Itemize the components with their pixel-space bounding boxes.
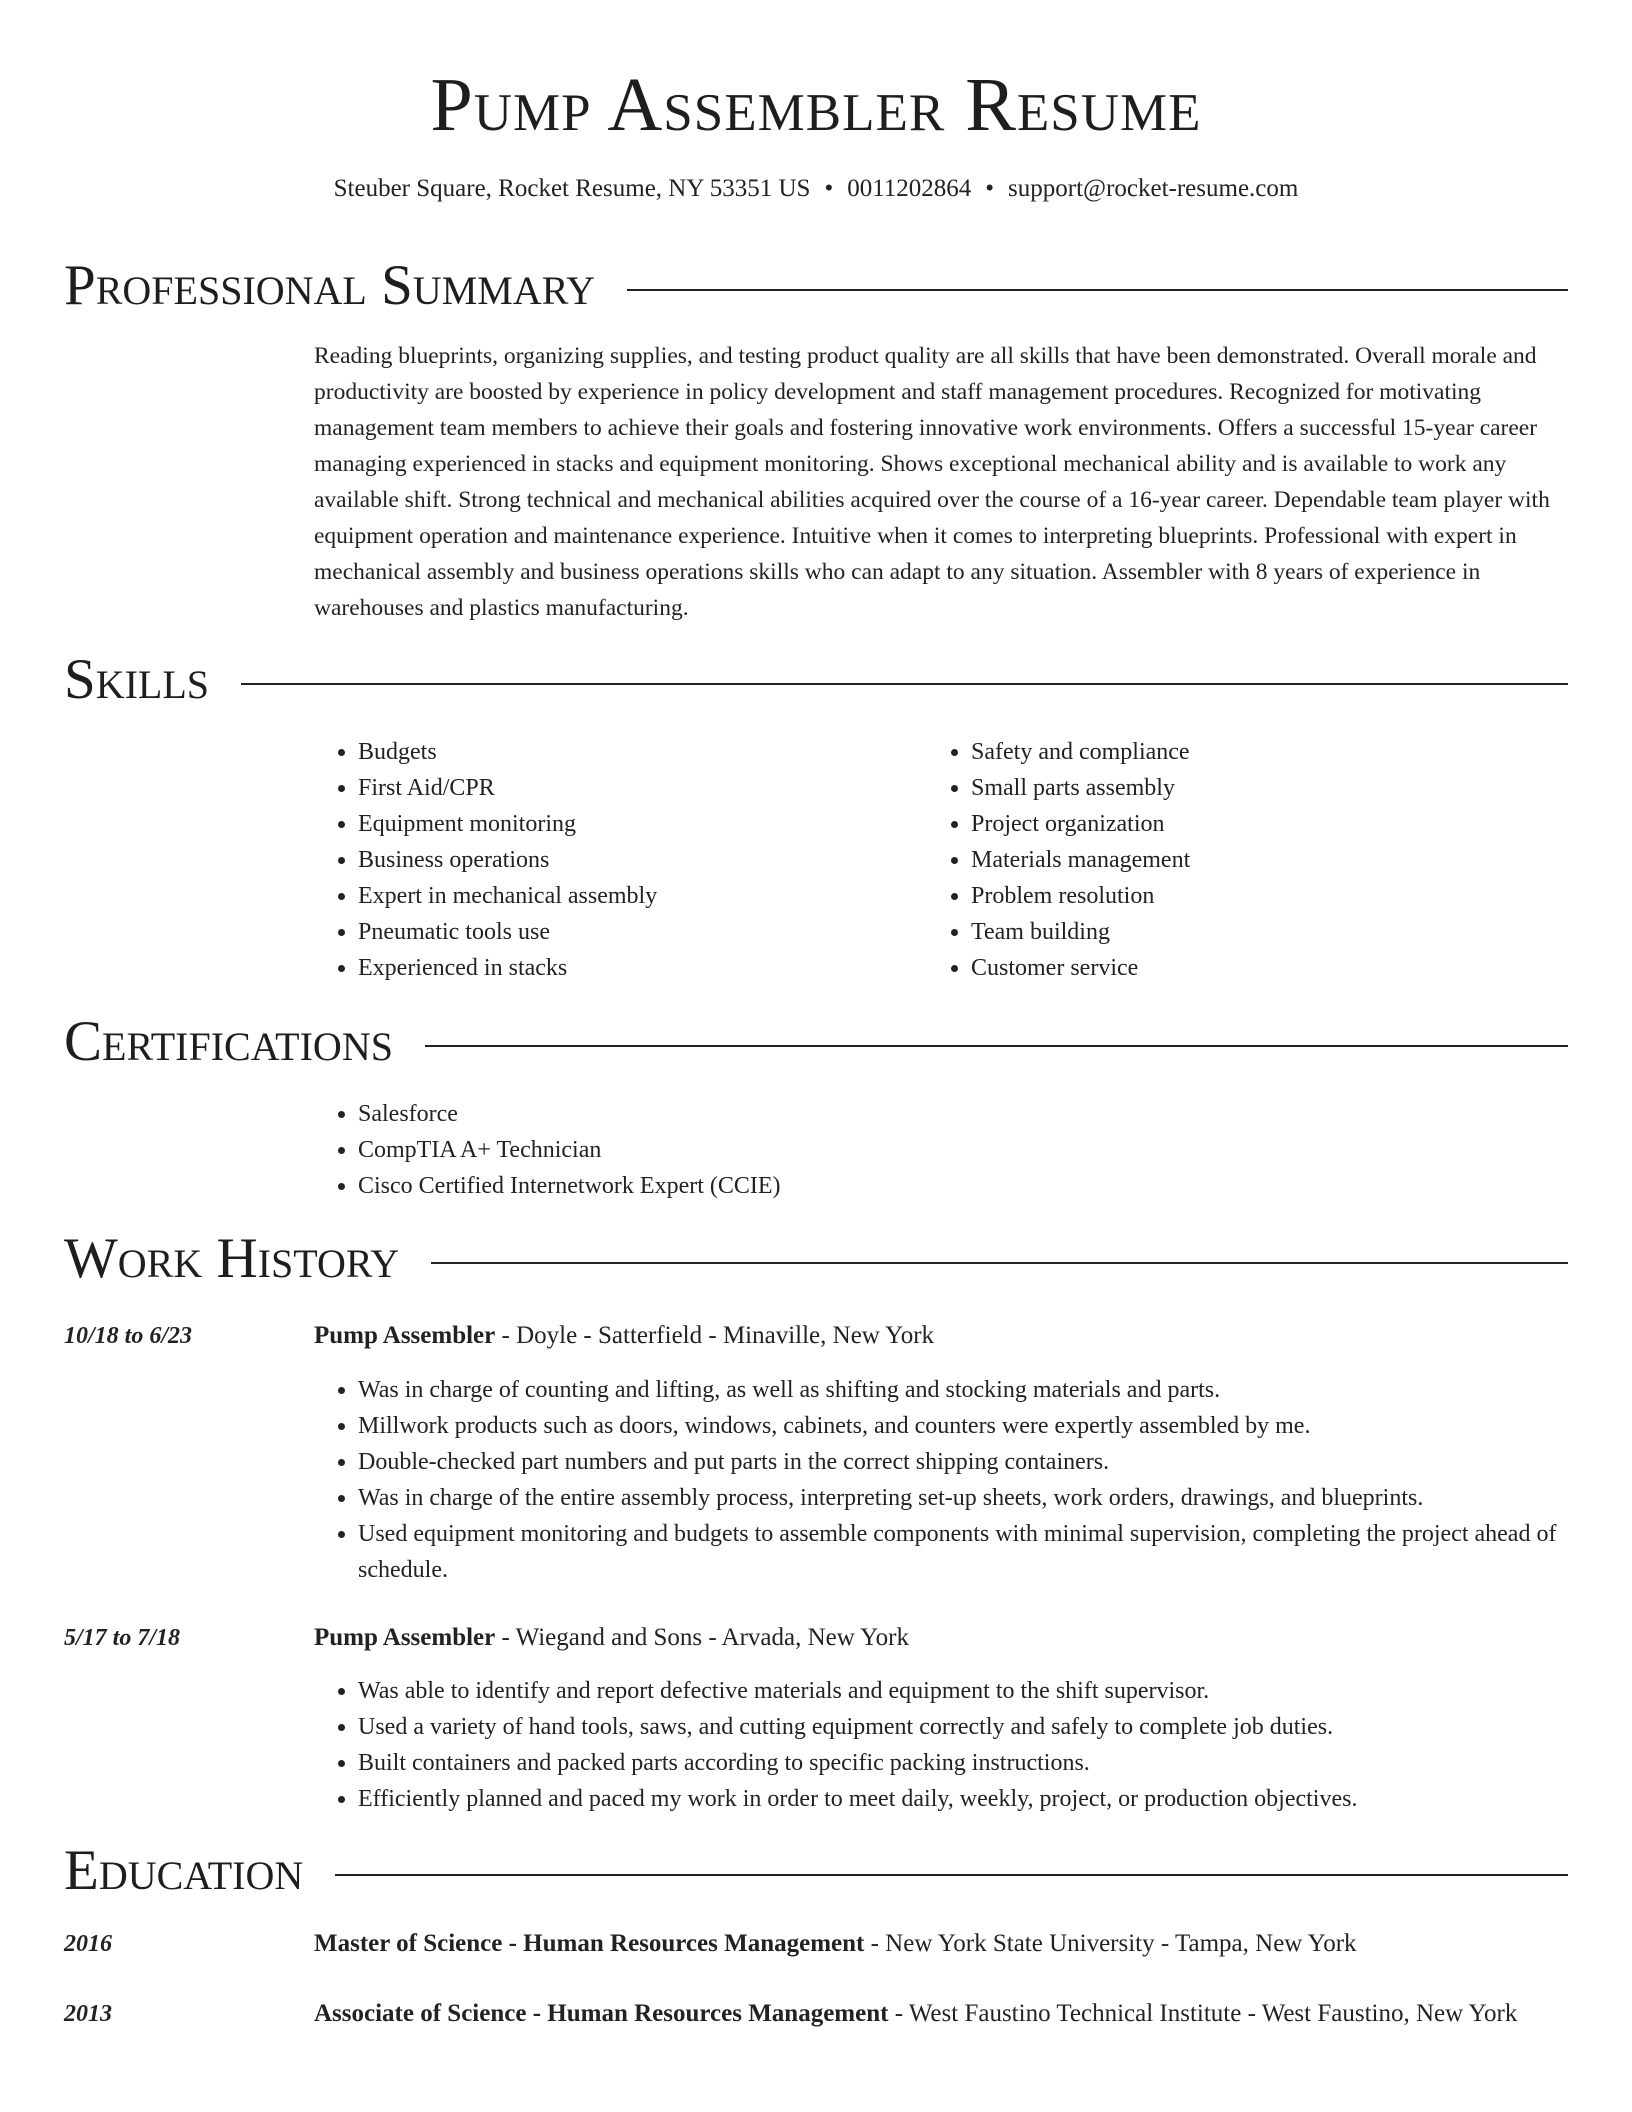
contact-separator: • bbox=[985, 175, 995, 202]
certifications-list bbox=[314, 1096, 1566, 1204]
skill-item: • Expert in mechanical assembly bbox=[358, 878, 874, 914]
job-duty: • Double-checked part numbers and put parts in the correct shipping containers. bbox=[358, 1444, 1566, 1480]
section-title-education: Education bbox=[64, 1839, 304, 1902]
certification-item: • Salesforce bbox=[358, 1096, 1566, 1132]
resume-title: Pump Assembler Resume bbox=[430, 63, 1202, 147]
job-duty: • Used a variety of hand tools, saws, and cutting equipment correctly and safely to complete job duties. bbox=[358, 1709, 1566, 1745]
section-header-work-history bbox=[64, 1227, 1568, 1291]
section-title-summary: Professional Summary bbox=[64, 254, 596, 317]
job-dates: 5/17 to 7/18 bbox=[64, 1625, 181, 1651]
skill-item: • Equipment monitoring bbox=[358, 806, 874, 842]
contact-separator: • bbox=[824, 175, 834, 202]
job-duty: • Was in charge of counting and lifting, as well as shifting and stocking materials and parts. bbox=[358, 1372, 1566, 1408]
job-company: - Doyle - Satterfield - Minaville, New York bbox=[495, 1322, 935, 1349]
skills-column-left bbox=[314, 734, 874, 986]
education-entry bbox=[314, 1994, 1566, 2034]
certification-item: • Cisco Certified Internetwork Expert (CCIE) bbox=[358, 1168, 1566, 1204]
certification-item: • CompTIA A+ Technician bbox=[358, 1132, 1566, 1168]
job-duty: • Millwork products such as doors, windows, cabinets, and counters were expertly assembled by me. bbox=[358, 1408, 1566, 1444]
education-degree: Master of Science - Human Resources Management bbox=[314, 1930, 865, 1957]
education-degree: Associate of Science - Human Resources Management bbox=[314, 2000, 889, 2027]
skill-item: • Customer service bbox=[971, 950, 1487, 986]
contact-email[interactable]: support@rocket-resume.com bbox=[1008, 175, 1299, 202]
education-year: 2016 bbox=[64, 1931, 112, 1957]
education-entry bbox=[314, 1924, 1566, 1964]
job-duty: • Was able to identify and report defective materials and equipment to the shift supervisor. bbox=[358, 1673, 1566, 1709]
contact-address: Steuber Square, Rocket Resume, NY 53351 US bbox=[333, 175, 811, 202]
section-divider bbox=[627, 289, 1568, 291]
summary-paragraph: Reading blueprints, organizing supplies, and testing product quality are all skills that have been demonstrated. Overall morale and productivity are boosted by experience in policy development and staff management procedures. Recognized for motivating management team members to achieve their goals and fostering innovative work environments. Offers a successful 15-year career managing experienced in stacks and equipment monitoring. Shows exceptional mechanical ability and is available to work any available shift. Strong technical and mechanical abilities acquired over the course of a 16-year career. Dependable team player with equipment operation and maintenance experience. Intuitive when it comes to interpreting blueprints. Professional with expert in mechanical assembly and business operations skills who can adapt to any situation. Assembler with 8 years of experience in warehouses and plastics manufacturing. bbox=[314, 343, 1550, 621]
education-school: - New York State University - Tampa, New York bbox=[864, 1930, 1357, 1957]
section-title-skills: Skills bbox=[64, 648, 210, 711]
contact-line bbox=[0, 172, 1632, 206]
section-header-certifications bbox=[64, 1010, 1568, 1074]
skill-item: • Pneumatic tools use bbox=[358, 914, 874, 950]
skill-item: • Project organization bbox=[971, 806, 1487, 842]
skill-item: • Business operations bbox=[358, 842, 874, 878]
section-title-work-history: Work History bbox=[64, 1227, 400, 1290]
education-school: - West Faustino Technical Institute - West Faustino, New York bbox=[888, 2000, 1518, 2027]
job-duty: • Used equipment monitoring and budgets to assemble components with minimal supervision, completing the project ahead of schedule. bbox=[358, 1516, 1566, 1588]
skill-item: • Small parts assembly bbox=[971, 770, 1487, 806]
section-header-summary bbox=[64, 254, 1568, 318]
skill-item: • Team building bbox=[971, 914, 1487, 950]
section-divider bbox=[335, 1874, 1568, 1876]
contact-phone: 0011202864 bbox=[847, 175, 972, 202]
job-company: - Wiegand and Sons - Arvada, New York bbox=[495, 1624, 910, 1651]
job-duties bbox=[314, 1673, 1566, 1817]
skill-item: • Experienced in stacks bbox=[358, 950, 874, 986]
skill-item: • Materials management bbox=[971, 842, 1487, 878]
skill-item: • Problem resolution bbox=[971, 878, 1487, 914]
job-duty: • Efficiently planned and paced my work in order to meet daily, weekly, project, or production objectives. bbox=[358, 1781, 1566, 1817]
job-heading bbox=[314, 1318, 1566, 1354]
skill-item: • Safety and compliance bbox=[971, 734, 1487, 770]
skill-item: • First Aid/CPR bbox=[358, 770, 874, 806]
job-dates: 10/18 to 6/23 bbox=[64, 1323, 193, 1349]
job-title: Pump Assembler bbox=[314, 1322, 496, 1349]
section-divider bbox=[425, 1045, 1568, 1047]
section-divider bbox=[431, 1262, 1568, 1264]
job-heading bbox=[314, 1620, 1566, 1656]
skills-column-right bbox=[927, 734, 1487, 986]
job-title: Pump Assembler bbox=[314, 1624, 496, 1651]
education-year: 2013 bbox=[64, 2001, 112, 2027]
section-header-skills bbox=[64, 648, 1568, 712]
job-duty: • Was in charge of the entire assembly process, interpreting set-up sheets, work orders, drawings, and blueprints. bbox=[358, 1480, 1566, 1516]
section-title-certifications: Certifications bbox=[64, 1010, 393, 1073]
job-duty: • Built containers and packed parts according to specific packing instructions. bbox=[358, 1745, 1566, 1781]
skill-item: • Budgets bbox=[358, 734, 874, 770]
job-duties bbox=[314, 1372, 1566, 1588]
section-divider bbox=[241, 683, 1568, 685]
section-header-education bbox=[64, 1839, 1568, 1903]
